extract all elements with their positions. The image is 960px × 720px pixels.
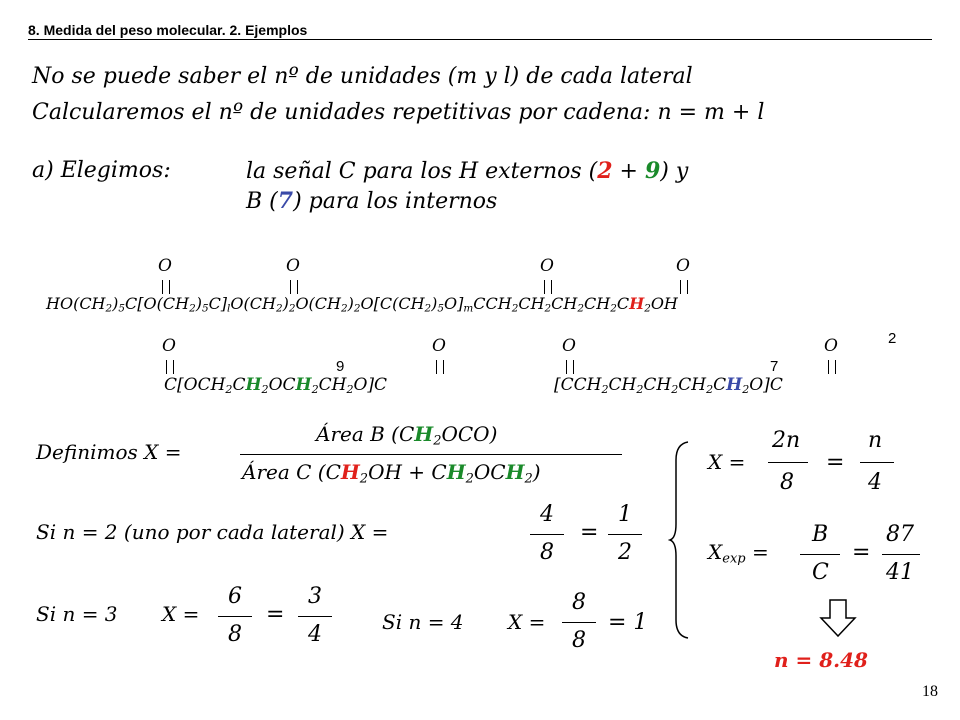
case-n2-equals: =	[580, 520, 599, 545]
double-bond	[544, 280, 552, 294]
intro-line-1: No se puede saber el nº de unidades (m y l) de cada lateral	[32, 64, 693, 89]
general-equals: =	[826, 450, 845, 475]
case-n3-numerator: 6	[228, 584, 242, 609]
definition-denominator: Área C $(CH_2OH + CH_2OCH_2)$	[242, 460, 541, 487]
polymer-structure: $HO(CH_2)_5C[O(CH_2)_5C]_lO(CH_2)_2O(CH_2)_2O[C(CH_2)_5O]_mCCH_2CH_2CH_2CH_2CH_2OH$	[46, 294, 678, 315]
choice-number-7: 7	[277, 188, 294, 214]
fraction-bar	[298, 616, 332, 617]
choice-line-1: la señal C para los H externos (2 + 9) y	[246, 158, 689, 184]
general-result-denominator: 4	[868, 470, 882, 495]
carbonyl-oxygen: O	[432, 336, 446, 356]
slide-header: 8. Medida del peso molecular. 2. Ejemplos	[28, 22, 308, 38]
case-n4-result: = 1	[608, 610, 648, 635]
case-n4-numerator: 8	[572, 590, 586, 615]
double-bond	[166, 360, 174, 374]
carbonyl-oxygen: O	[158, 256, 172, 276]
fraction-bar	[562, 622, 596, 623]
down-arrow-icon	[818, 598, 858, 638]
signal-label-7: 7	[770, 358, 779, 375]
xexp-value-denominator: 41	[886, 560, 914, 585]
definition-numerator: Área B $(CH_2OCO)$	[316, 422, 498, 449]
choice-number-2: 2	[597, 158, 613, 184]
page-number: 18	[922, 683, 938, 700]
xexp-equals: =	[852, 540, 871, 565]
intro-line-2: Calcularemos el nº de unidades repetitivas por cadena: n = m + l	[32, 100, 765, 125]
fragment-ether: $C[OCH_2CH_2OCH_2CH_2O]C$	[164, 375, 388, 396]
case-n4-denominator: 8	[572, 628, 586, 653]
case-n2-label: Si n = 2 (uno por cada lateral) X =	[36, 520, 389, 544]
case-n3-label: Si n = 3	[36, 602, 118, 626]
case-n3-x: X =	[162, 602, 200, 626]
case-n2-result-numerator: 1	[618, 502, 632, 527]
case-n3-denominator: 8	[228, 622, 242, 647]
fraction-bar	[218, 616, 252, 617]
case-n3-result-denominator: 4	[308, 622, 322, 647]
general-x-label: X =	[708, 450, 746, 474]
fraction-bar	[608, 534, 642, 535]
case-n2-result-denominator: 2	[618, 540, 632, 565]
fraction-bar	[530, 534, 564, 535]
fraction-bar	[240, 454, 622, 455]
carbonyl-oxygen: O	[562, 336, 576, 356]
case-n4-label: Si n = 4	[382, 610, 464, 634]
header-divider	[28, 39, 932, 40]
fraction-bar	[800, 554, 840, 555]
carbonyl-oxygen: O	[676, 256, 690, 276]
double-bond	[290, 280, 298, 294]
brace-icon	[668, 440, 694, 640]
choice-line-2: B (7) para los internos	[246, 188, 498, 214]
carbonyl-oxygen: O	[162, 336, 176, 356]
case-n2-numerator: 4	[540, 502, 554, 527]
general-numerator: 2n	[772, 428, 801, 453]
double-bond	[162, 280, 170, 294]
xexp-value-numerator: 87	[886, 522, 914, 547]
choice-prefix: a) Elegimos:	[32, 158, 171, 183]
carbonyl-oxygen: O	[286, 256, 300, 276]
definition-label: Definimos X =	[36, 440, 182, 464]
double-bond	[436, 360, 444, 374]
fraction-bar	[768, 462, 808, 463]
xexp-signal-b: B	[812, 522, 829, 547]
case-n4-x: X =	[508, 610, 546, 634]
double-bond	[828, 360, 836, 374]
double-bond	[566, 360, 574, 374]
signal-label-9: 9	[336, 358, 345, 375]
general-result-numerator: n	[868, 428, 883, 453]
case-n3-result-numerator: 3	[308, 584, 322, 609]
fraction-bar	[882, 554, 920, 555]
xexp-label: $X_{exp}$ =	[708, 540, 769, 567]
fraction-bar	[860, 462, 894, 463]
result-n: n = 8.48	[774, 648, 868, 672]
fragment-ester: $[CCH_2CH_2CH_2CH_2CH_2O]C$	[554, 375, 783, 396]
choice-number-9: 9	[644, 158, 661, 184]
carbonyl-oxygen: O	[824, 336, 838, 356]
carbonyl-oxygen: O	[540, 256, 554, 276]
case-n2-denominator: 8	[540, 540, 554, 565]
case-n3-equals: =	[266, 602, 285, 627]
xexp-signal-c: C	[812, 560, 829, 585]
double-bond	[680, 280, 688, 294]
signal-label-2: 2	[888, 330, 897, 347]
general-denominator: 8	[780, 470, 794, 495]
